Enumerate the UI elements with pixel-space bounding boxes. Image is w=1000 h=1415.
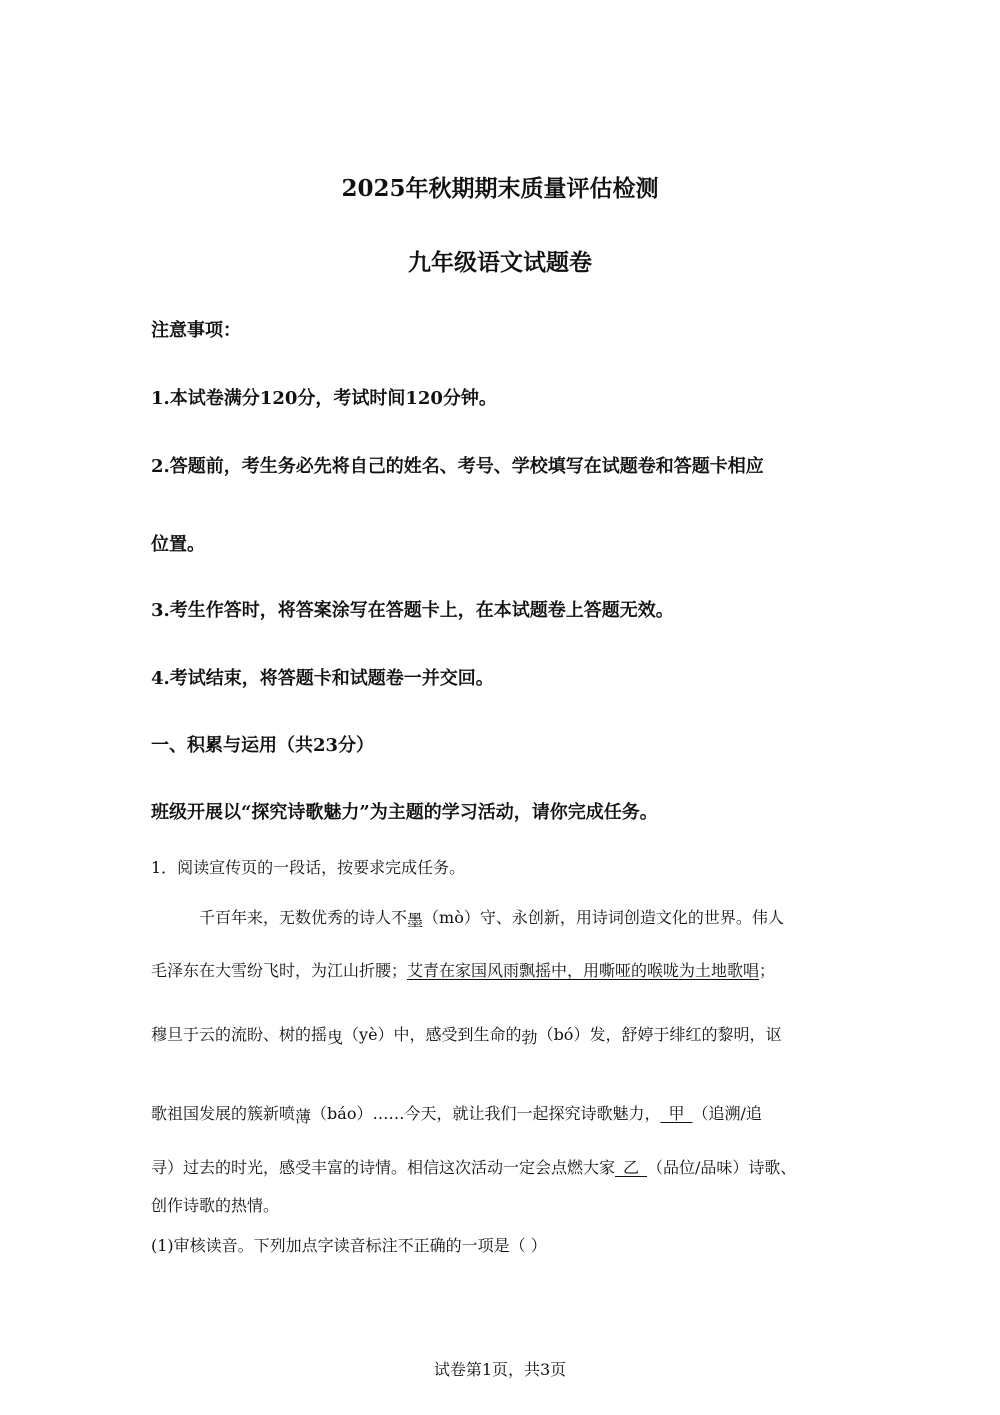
exam-title: 2025年秋期期末质量评估检测 xyxy=(341,175,659,202)
passage-text: （品位/品味）诗歌、 xyxy=(647,1158,797,1177)
notice-item-1: 1.本试卷满分120分，考试时间120分钟。 xyxy=(151,388,497,409)
passage-line-4 xyxy=(151,1101,762,1124)
notice-item-4: 4.考试结束，将答题卡和试题卷一并交回。 xyxy=(151,668,494,689)
passage-line-6: 创作诗歌的热情。 xyxy=(151,1196,280,1215)
question-1-prompt: 1．阅读宣传页的一段话，按要求完成任务。 xyxy=(151,858,466,877)
passage-text: 千百年来，无数优秀的诗人不 xyxy=(199,908,408,927)
dotted-character: 勃 xyxy=(521,1028,538,1047)
passage-line-3 xyxy=(151,1022,781,1045)
dotted-character: 薄 xyxy=(295,1107,312,1126)
passage-text: 寻）过去的时光，感受丰富的诗情。相信这次活动一定会点燃大家 xyxy=(151,1158,616,1177)
notice-item-2-line-2: 位置。 xyxy=(151,534,205,555)
page-footer: 试卷第1页，共3页 xyxy=(433,1360,567,1379)
notice-item-3: 3.考生作答时，将答案涂写在答题卡上，在本试题卷上答题无效。 xyxy=(151,600,674,621)
passage-text: 歌祖国发展的簇新喷 xyxy=(151,1104,296,1123)
passage-text: （bó）发，舒婷于绯红的黎明，讴 xyxy=(537,1025,782,1044)
passage-text: （mò）守、永创新，用诗词创造文化的世界。伟人 xyxy=(423,908,784,927)
notice-heading: 注意事项： xyxy=(151,320,241,341)
passage-text: 毛泽东在大雪纷飞时，为江山折腰； xyxy=(151,961,408,980)
passage-line-1 xyxy=(199,905,784,928)
blank-yi: _乙_ xyxy=(615,1158,648,1177)
section-1-intro: 班级开展以“探究诗歌魅力”为主题的学习活动，请你完成任务。 xyxy=(151,802,658,823)
blank-jia: _甲_ xyxy=(660,1104,693,1123)
exam-subtitle: 九年级语文试题卷 xyxy=(408,249,592,276)
passage-text: （báo）……今天，就让我们一起探究诗歌魅力， xyxy=(311,1104,661,1123)
dotted-character: 墨 xyxy=(407,911,424,930)
passage-line-2 xyxy=(151,958,775,981)
question-1-sub-1: (1)审核读音。下列加点字读音标注不正确的一项是（ ） xyxy=(151,1236,547,1255)
passage-text: （追溯/追 xyxy=(692,1104,762,1123)
dotted-character: 曳 xyxy=(327,1028,344,1047)
passage-line-5 xyxy=(151,1155,796,1178)
underlined-sentence: 艾青在家国风雨飘摇中，用嘶哑的喉咙为土地歌唱 xyxy=(407,961,760,980)
section-1-heading: 一、积累与运用（共23分） xyxy=(151,735,375,756)
notice-item-2-line-1: 2.答题前，考生务必先将自己的姓名、考号、学校填写在试题卷和答题卡相应 xyxy=(151,456,764,477)
passage-text: 穆旦于云的流盼、树的摇 xyxy=(151,1025,328,1044)
passage-text: （yè）中，感受到生命的 xyxy=(343,1025,522,1044)
passage-text: ； xyxy=(759,961,776,980)
